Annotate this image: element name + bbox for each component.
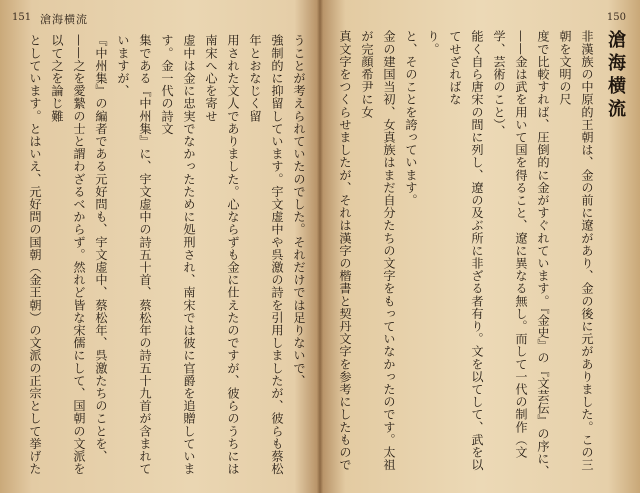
text-line: と、そのことを誇っています。 <box>404 30 418 207</box>
text-line: 真文字をつくらせましたが、それは漢字の楷書と契丹文字を参考にしたもので <box>338 30 352 471</box>
text-line: 能く自ら唐宋の間に列し、遼の及ぶ所に非ざる者有り。文を以てして、武を以てせざればな <box>448 30 484 471</box>
chapter-title: 滄海横流 <box>605 30 626 122</box>
text-line: 金の建国当初、女真族はまだ自分たちの文字をもっていなかったのです。太祖が完顔希尹に女 <box>360 30 396 471</box>
left-page-body <box>20 34 310 484</box>
text-line: ——之を愛縶の士と謂わざるべからず。然れど皆な宋儒にして、国朝の文派を以て之を論じ難 <box>50 34 86 475</box>
left-page <box>0 0 318 493</box>
right-page <box>322 0 640 493</box>
text-line: り。 <box>426 30 440 56</box>
right-page-body <box>334 30 598 482</box>
text-line: ——金は武を用いて国を得ること、遼に異なる無し。而して一代の制作（文学、芸術のこと）、 <box>492 30 528 459</box>
text-line: 『中州集』の編者である元好問も、宇文虚中、蔡松年、呉激たちのことを、 <box>94 34 108 463</box>
text-line: 強制的に抑留しています。宇文虚中や呉激の詩を引用しましたが、彼らも蔡松年とおなじく留 <box>248 34 284 475</box>
text-line: 度で比較すれば、圧倒的に金がすぐれています。『金史』の『文芸伝』の序に、 <box>536 30 550 478</box>
text-line: 非漢族の中原的王朝は、金の前に遼があり、金の後に元がありました。この三朝を文明の尺 <box>558 30 594 471</box>
page-number-right: 150 <box>606 12 626 23</box>
text-line: 集である『中州集』に、宇文虚中の詩五十首、蔡松年の詩五十九首が含まれていますが、 <box>116 34 152 475</box>
text-line: うことが考えられていたのでした。それだけでは足りないで、 <box>292 34 306 387</box>
page-number-left: 151 <box>12 12 32 23</box>
text-line: 用された文人でありました。心ならずも金に仕えたのですが、彼らのうちには南宋へ心を寄せ <box>204 34 240 475</box>
text-line: 虚中は金に忠実でなかったために処刑され、南宋では彼に官爵を追贈しています。金一代の詩文 <box>160 34 196 475</box>
running-head: 滄海横流 <box>40 13 88 26</box>
text-line: としています。とはいえ、元好問の国朝（金王朝）の文派の正宗として挙げた <box>28 34 42 475</box>
